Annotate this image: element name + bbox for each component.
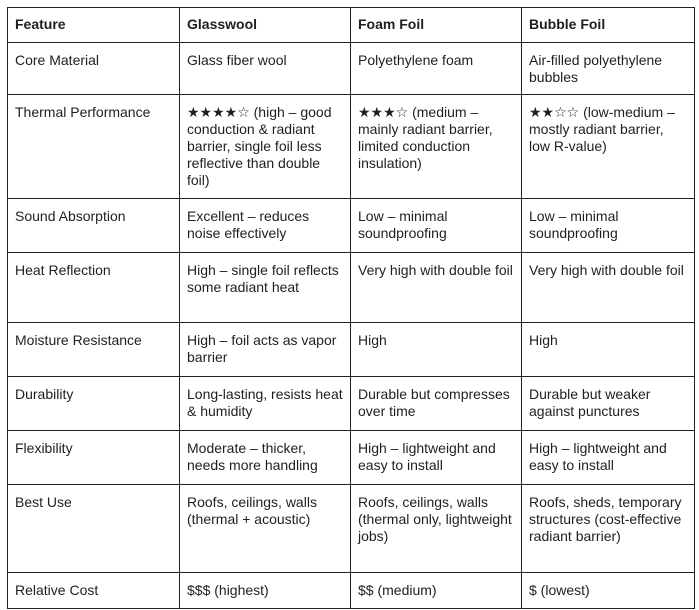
bubble-foil-cell: $ (lowest) [522,573,695,609]
glasswool-cell: Glass fiber wool [180,43,351,95]
table-row [8,253,695,323]
glasswool-cell: High – foil acts as vapor barrier [180,323,351,377]
table-row [8,43,695,95]
foam-foil-cell: Durable but compresses over time [351,377,522,431]
table-row [8,199,695,253]
glasswool-cell: Excellent – reduces noise effectively [180,199,351,253]
table-row [8,573,695,609]
table-row [8,377,695,431]
foam-foil-cell: $$ (medium) [351,573,522,609]
table-row [8,431,695,485]
header-feature: Feature [8,8,180,43]
feature-cell: Relative Cost [8,573,180,609]
feature-cell: Durability [8,377,180,431]
feature-cell: Heat Reflection [8,253,180,323]
bubble-foil-cell: High – lightweight and easy to install [522,431,695,485]
foam-foil-cell: Roofs, ceilings, walls (thermal only, lightweight jobs) [351,485,522,573]
comparison-table [7,7,695,609]
feature-cell: Sound Absorption [8,199,180,253]
bubble-foil-cell: Low – minimal soundproofing [522,199,695,253]
foam-foil-cell: High [351,323,522,377]
bubble-foil-cell: Durable but weaker against punctures [522,377,695,431]
bubble-foil-cell: Air-filled polyethylene bubbles [522,43,695,95]
glasswool-cell: $$$ (highest) [180,573,351,609]
header-glasswool: Glasswool [180,8,351,43]
bubble-foil-cell: Roofs, sheds, temporary structures (cost-effective radiant barrier) [522,485,695,573]
header-foam-foil: Foam Foil [351,8,522,43]
bubble-foil-cell: High [522,323,695,377]
feature-cell: Moisture Resistance [8,323,180,377]
feature-cell: Core Material [8,43,180,95]
foam-foil-cell: Very high with double foil [351,253,522,323]
table-body [8,43,695,609]
feature-cell: Thermal Performance [8,95,180,199]
glasswool-cell: Roofs, ceilings, walls (thermal + acoustic) [180,485,351,573]
table-header [8,8,695,43]
foam-foil-cell: Polyethylene foam [351,43,522,95]
bubble-foil-cell: ★★☆☆ (low-medium – mostly radiant barrier, low R-value) [522,95,695,199]
table-row [8,485,695,573]
bubble-foil-cell: Very high with double foil [522,253,695,323]
glasswool-cell: High – single foil reflects some radiant heat [180,253,351,323]
feature-cell: Best Use [8,485,180,573]
glasswool-cell: Moderate – thicker, needs more handling [180,431,351,485]
glasswool-cell: Long-lasting, resists heat & humidity [180,377,351,431]
foam-foil-cell: ★★★☆ (medium – mainly radiant barrier, limited conduction insulation) [351,95,522,199]
feature-cell: Flexibility [8,431,180,485]
header-bubble-foil: Bubble Foil [522,8,695,43]
table-row [8,323,695,377]
table-row [8,95,695,199]
glasswool-cell: ★★★★☆ (high – good conduction & radiant barrier, single foil less reflective than double foil) [180,95,351,199]
foam-foil-cell: Low – minimal soundproofing [351,199,522,253]
header-row [8,8,695,43]
foam-foil-cell: High – lightweight and easy to install [351,431,522,485]
